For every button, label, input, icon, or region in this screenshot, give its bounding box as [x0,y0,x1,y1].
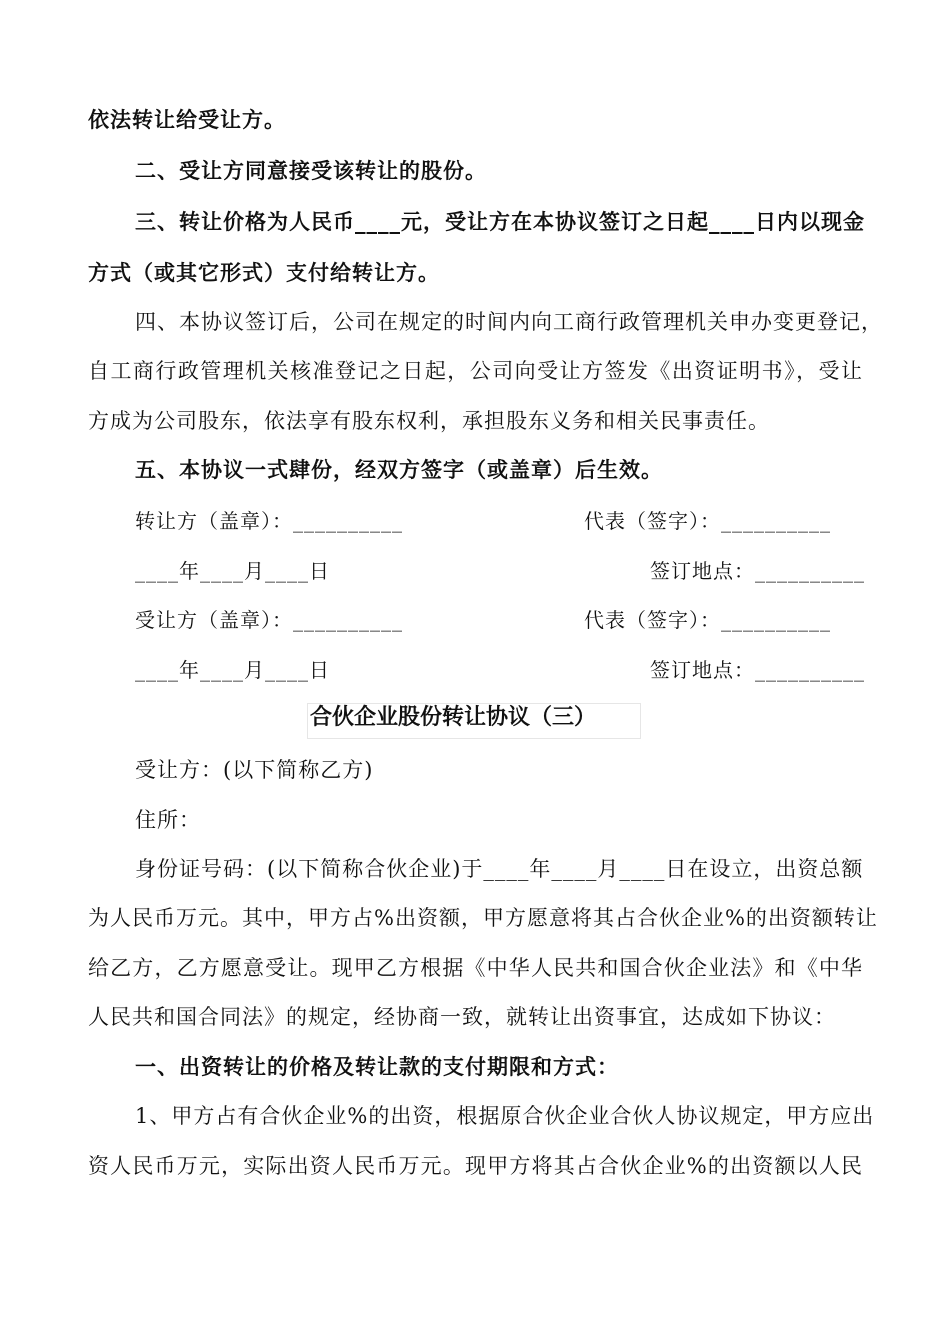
transferor-seal: 转让方（盖章）：__________ [135,509,403,533]
clause-five: 五、本协议一式肆份，经双方签字（或盖章）后生效。 [135,457,663,482]
transferee-field: 受让方：(以下简称乙方) [135,758,374,782]
paragraph-line: 资人民币万元，实际出资人民币万元。现甲方将其占合伙企业%的出资额以人民 [88,1154,863,1178]
clause-two: 二、受让方同意接受该转让的股份。 [135,158,487,183]
paragraph-line: 给乙方，乙方愿意受让。现甲乙方根据《中华人民共和国合伙企业法》和《中华 [88,956,863,980]
transferee-seal: 受让方（盖章）：__________ [135,608,403,632]
id-number-field: 身份证号码：(以下简称合伙企业)于____年____月____日在设立，出资总额 [135,857,864,881]
clause-four-cont: 方成为公司股东，依法享有股东权利，承担股东义务和相关民事责任。 [88,409,770,433]
signing-place: 签订地点：__________ [650,658,865,682]
clause-three-cont: 方式（或其它形式）支付给转让方。 [88,260,440,285]
clause-four: 四、本协议签订后，公司在规定的时间内向工商行政管理机关申办变更登记， [135,310,883,334]
document-title: 合伙企业股份转让协议（三） [307,703,641,739]
representative-signature: 代表（签字）：__________ [584,509,831,533]
paragraph-line: 1、甲方占有合伙企业%的出资，根据原合伙企业合伙人协议规定，甲方应出 [135,1104,875,1128]
signing-date: ____年____月____日 [135,559,330,583]
clause-four-cont: 自工商行政管理机关核准登记之日起，公司向受让方签发《出资证明书》，受让 [88,359,863,383]
signing-date: ____年____月____日 [135,658,330,682]
clause-three: 三、转让价格为人民币____元，受让方在本协议签订之日起____日内以现金 [135,209,865,234]
paragraph-line: 为人民币万元。其中，甲方占%出资额，甲方愿意将其占合伙企业%的出资额转让 [88,906,878,930]
address-field: 住所： [135,808,201,832]
paragraph-line: 依法转让给受让方。 [88,107,286,132]
representative-signature: 代表（签字）：__________ [584,608,831,632]
paragraph-line: 人民共和国合同法》的规定，经协商一致，就转让出资事宜，达成如下协议： [88,1005,836,1029]
section-heading: 一、出资转让的价格及转让款的支付期限和方式： [135,1054,619,1079]
signing-place: 签订地点：__________ [650,559,865,583]
